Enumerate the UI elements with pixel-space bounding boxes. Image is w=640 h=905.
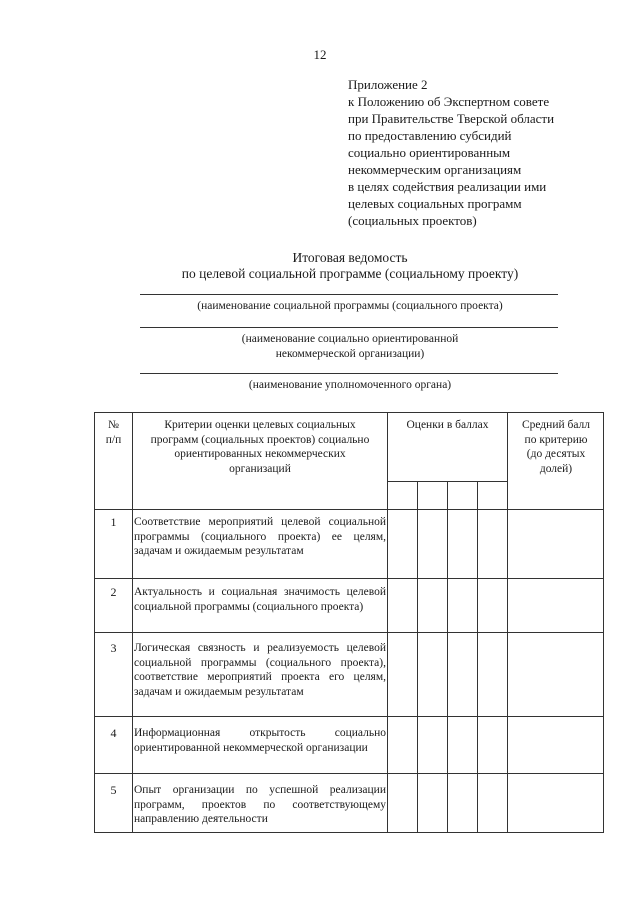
table-divider — [387, 481, 507, 482]
row-number: 1 — [110, 515, 117, 529]
header-number: № п/п — [105, 419, 122, 446]
document-subtitle: по целевой социальной программе (социальному проекту) — [181, 266, 519, 281]
row-criterion: Логическая связность и реализуемость целевой социальной программы (социального проекта), соответствие мероприятий проекта его целям, задачам и ожидаемым результатам — [134, 642, 386, 698]
authority-caption: (наименование уполномоченного органа) — [248, 379, 452, 391]
organization-caption-line2: некоммерческой организации) — [275, 348, 425, 360]
row-criterion: Информационная открытость социально ориентированной некоммерческой организации — [134, 727, 386, 754]
row-number: 2 — [110, 585, 117, 599]
appendix-line: социально ориентированным — [348, 145, 511, 160]
table-divider — [95, 716, 603, 717]
header-criteria: Критерии оценки целевых социальных программ (социальных проектов) социально ориентированных некоммерческих организаций — [150, 419, 370, 475]
organization-name-line — [140, 327, 558, 328]
program-name-line — [140, 294, 558, 295]
appendix-line: в целях содействия реализации ими — [348, 179, 547, 194]
row-number: 4 — [110, 726, 117, 740]
table-divider — [95, 578, 603, 579]
authority-name-line — [140, 373, 558, 374]
appendix-line: целевых социальных программ — [348, 196, 522, 211]
table-divider — [95, 773, 603, 774]
table-divider — [417, 481, 418, 832]
appendix-line: некоммерческим организациям — [348, 162, 522, 177]
table-divider — [95, 632, 603, 633]
appendix-header — [348, 76, 608, 229]
table-divider — [95, 509, 603, 510]
program-name-caption: (наименование социальной программы (социального проекта) — [197, 300, 503, 312]
row-criterion: Актуальность и социальная значимость целевой социальной программы (социального проекта) — [134, 586, 386, 613]
appendix-line: при Правительстве Тверской области — [348, 111, 555, 126]
appendix-line: (социальных проектов) — [348, 213, 477, 228]
appendix-line: к Положению об Экспертном совете — [348, 94, 550, 109]
row-criterion: Соответствие мероприятий целевой социальной программы (социального проекта) ее целям, задачам и ожидаемым результатам — [134, 516, 386, 557]
table-divider — [447, 481, 448, 832]
row-number: 3 — [110, 641, 117, 655]
header-average: Средний балл по критерию (до десятых долей) — [521, 419, 591, 475]
appendix-line: Приложение 2 — [348, 77, 428, 92]
row-number: 5 — [110, 783, 117, 797]
row-criterion: Опыт организации по успешной реализации программ, проектов по соответствующему направлению деятельности — [134, 784, 386, 825]
document-title: Итоговая ведомость — [292, 250, 408, 265]
scoring-table — [94, 412, 604, 833]
appendix-line: по предоставлению субсидий — [348, 128, 512, 143]
organization-caption-line1: (наименование социально ориентированной — [241, 333, 459, 345]
table-divider — [477, 481, 478, 832]
page-number: 12 — [313, 47, 327, 62]
table-divider — [387, 413, 388, 832]
header-scores: Оценки в баллах — [406, 419, 489, 431]
